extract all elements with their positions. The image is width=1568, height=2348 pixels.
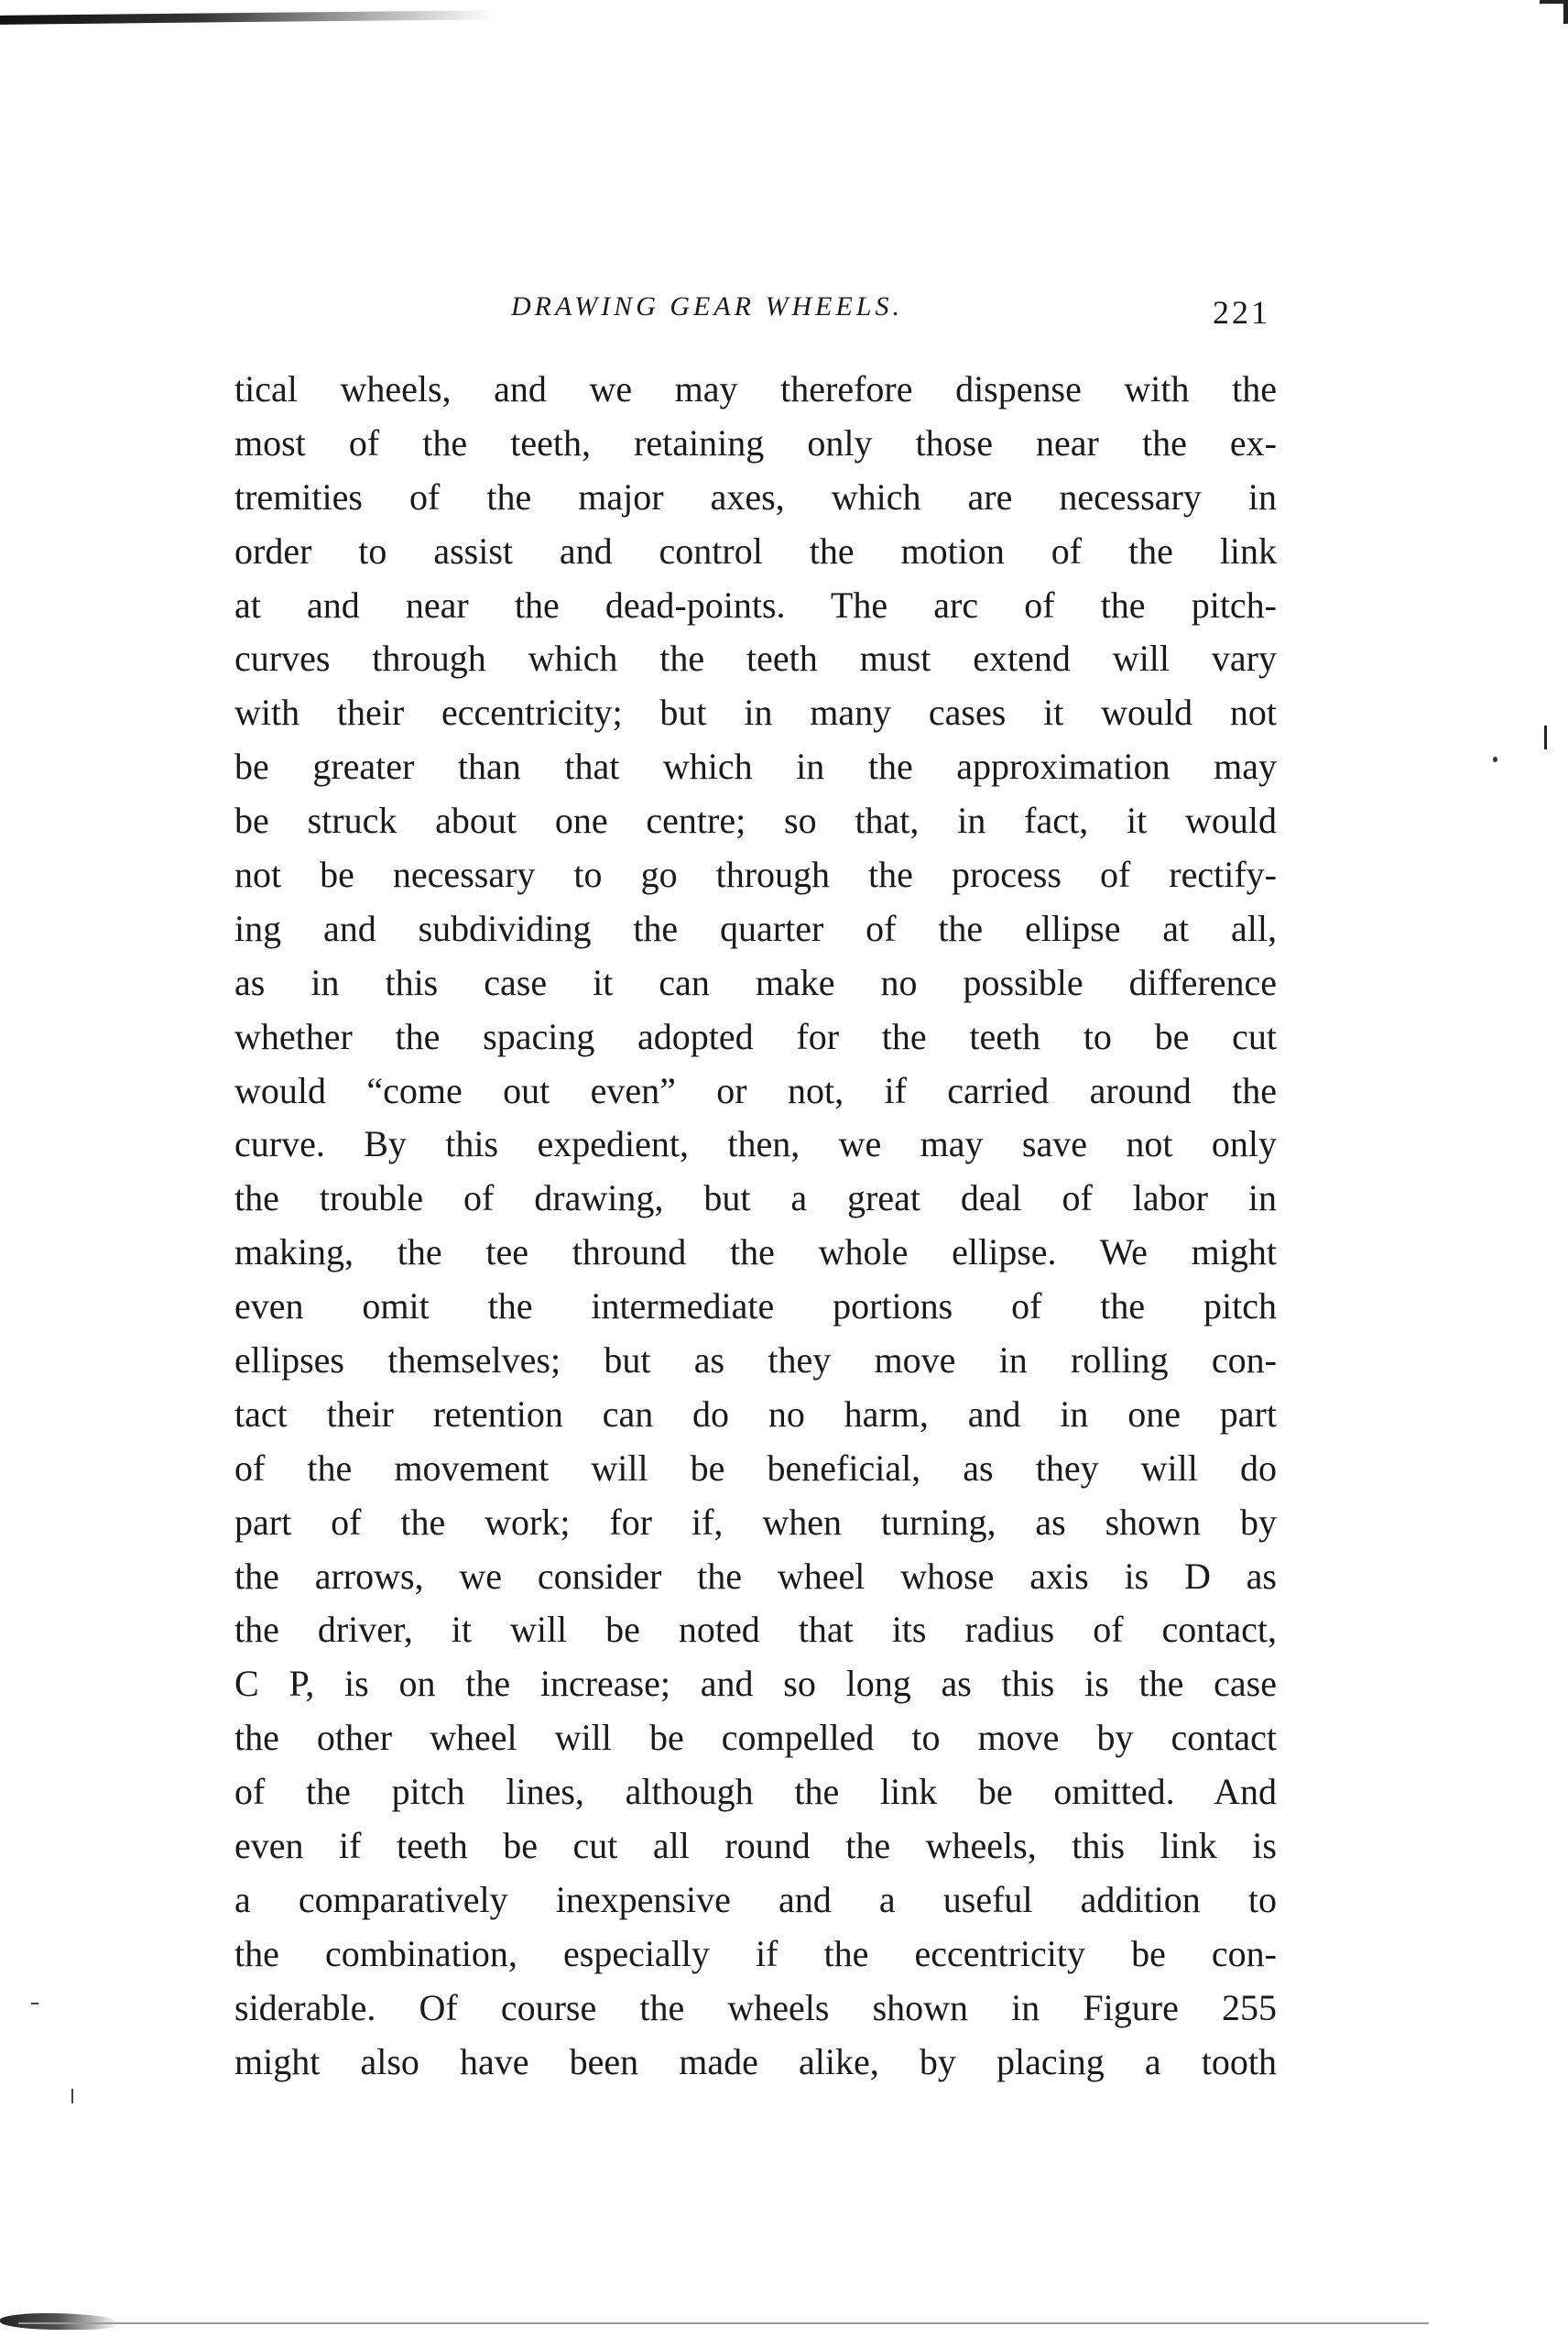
text-line: most of the teeth, retaining only those near the ex- xyxy=(234,421,1277,464)
page-number: 221 xyxy=(1213,294,1270,331)
text-line: with their eccentricity; but in many cases it would not xyxy=(234,692,1277,734)
scan-bottom-line xyxy=(18,2322,1429,2324)
text-line: the combination, especially if the eccentricity be con- xyxy=(234,1932,1277,1974)
scan-speck xyxy=(1493,757,1497,762)
running-title: DRAWING GEAR WHEELS. xyxy=(511,291,903,322)
text-line: of the pitch lines, although the link be omitted. And xyxy=(234,1771,1277,1813)
body-text xyxy=(234,363,1277,2090)
text-line: as in this case it can make no possible difference xyxy=(234,961,1277,1003)
text-line: making, the tee thround the whole ellipse. We might xyxy=(234,1231,1277,1273)
text-line: siderable. Of course the wheels shown in Figure 255 xyxy=(234,1986,1277,2028)
text-line: of the movement will be beneficial, as they will do xyxy=(234,1447,1277,1489)
scan-speck xyxy=(1544,726,1547,749)
text-line: be greater than that which in the approximation may xyxy=(234,746,1277,788)
text-line: the other wheel will be compelled to move by contact xyxy=(234,1717,1277,1759)
text-line: order to assist and control the motion of the link xyxy=(234,530,1277,572)
text-line: ing and subdividing the quarter of the ellipse at all, xyxy=(234,907,1277,949)
scan-speck xyxy=(71,2089,73,2103)
running-header xyxy=(0,291,1568,346)
text-line: tical wheels, and we may therefore dispense with the xyxy=(234,368,1277,410)
text-line: curve. By this expedient, then, we may save not only xyxy=(234,1123,1277,1165)
text-line: whether the spacing adopted for the teeth to be cut xyxy=(234,1015,1277,1057)
text-line: even if teeth be cut all round the wheels, this link is xyxy=(234,1825,1277,1867)
text-line: curves through which the teeth must extend will vary xyxy=(234,638,1277,680)
text-line: a comparatively inexpensive and a useful addition to xyxy=(234,1878,1277,1920)
text-line: tact their retention can do no harm, and in one part xyxy=(234,1392,1277,1435)
text-line: the driver, it will be noted that its radius of contact, xyxy=(234,1609,1277,1651)
text-line: tremities of the major axes, which are necessary in xyxy=(234,475,1277,518)
text-line: not be necessary to go through the process of rectify- xyxy=(234,854,1277,896)
text-line: even omit the intermediate portions of the pitch xyxy=(234,1285,1277,1327)
scan-speck xyxy=(31,2003,38,2004)
scan-corner-mark xyxy=(1540,0,1568,24)
text-line: might also have been made alike, by placing a tooth xyxy=(234,2040,1277,2082)
text-line: be struck about one centre; so that, in fact, it would xyxy=(234,800,1277,842)
text-line: ellipses themselves; but as they move in rolling con- xyxy=(234,1339,1277,1381)
text-line: would “come out even” or not, if carried around the xyxy=(234,1069,1277,1111)
text-line: at and near the dead-points. The arc of the pitch- xyxy=(234,584,1277,626)
text-line: the trouble of drawing, but a great deal of labor in xyxy=(234,1177,1277,1219)
scan-edge-streak xyxy=(0,10,495,25)
text-line: part of the work; for if, when turning, as shown by xyxy=(234,1501,1277,1543)
text-line: the arrows, we consider the wheel whose axis is D as xyxy=(234,1555,1277,1597)
text-line: C P, is on the increase; and so long as this is the case xyxy=(234,1663,1277,1705)
scan-edge-blot xyxy=(0,2313,119,2330)
